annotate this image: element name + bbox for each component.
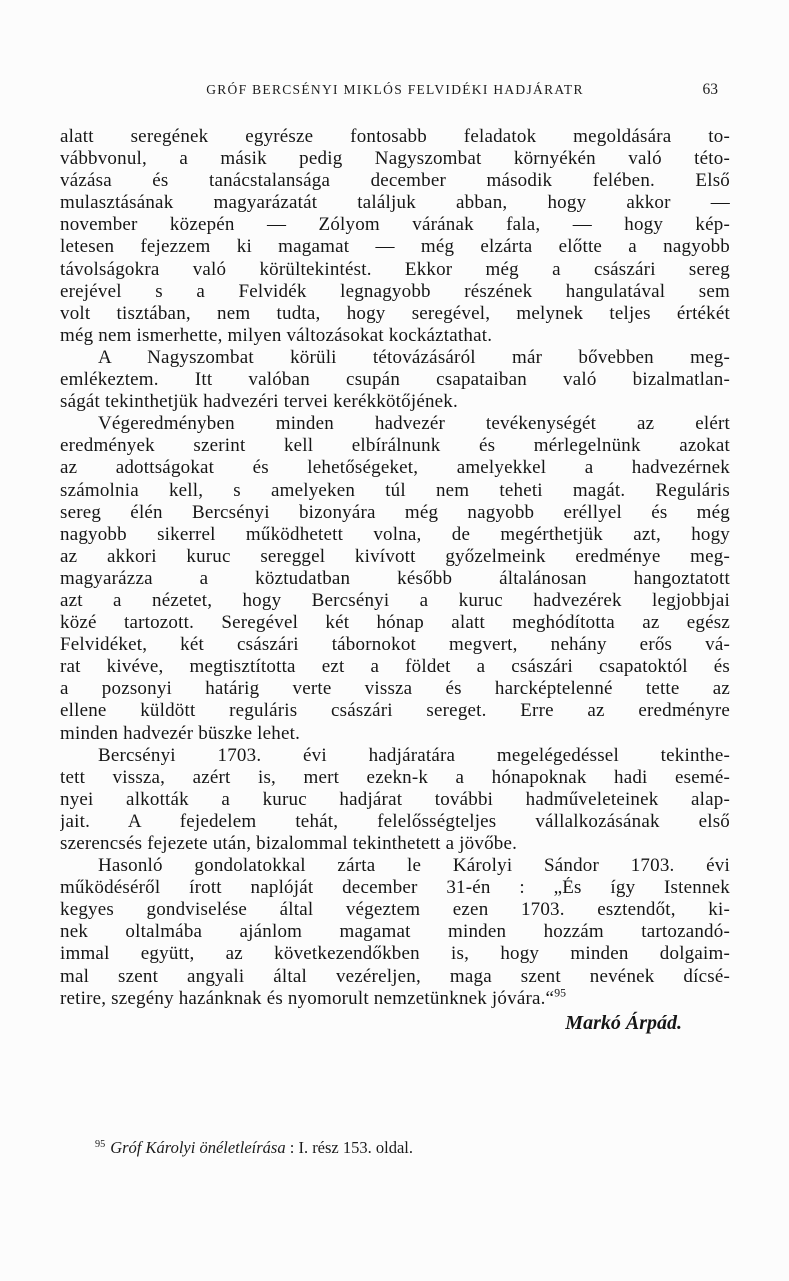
text-line: működéséről írott naplóját december 31-én : „És így Istennek xyxy=(60,877,730,899)
text-line: szerencsés fejezete után, bizalommal tekinthetett a jövőbe. xyxy=(60,833,518,854)
text-line: minden hadvezér büszke lehet. xyxy=(60,722,301,744)
text-line: november közepén — Zólyom várának fala, — hogy kép- xyxy=(60,214,730,236)
text-line: eredmények szerint kell elbírálnunk és mérlegelnünk azokat xyxy=(60,435,730,457)
text-line: retire, szegény hazánknak és nyomorult nemzetünknek jóvára.“$^{95}$ xyxy=(60,987,566,1009)
text-line: Felvidéket, két császári tábornokot megvert, nehány erős vá- xyxy=(60,634,730,656)
text-line: közé tartozott. Seregével két hónap alatt meghódította az egész xyxy=(60,612,730,634)
text-line: jait. A fejedelem tehát, felelősségteljes vállalkozásának első xyxy=(60,810,730,832)
text-line: Bercsényi 1703. évi hadjáratára megelégedéssel tekinthe- xyxy=(98,744,730,766)
text-line: ságát tekinthetjük hadvezéri tervei kerékkötőjének. xyxy=(60,391,458,413)
text-line: ellene küldött reguláris császári sereget. Erre az eredményre xyxy=(60,700,730,722)
text-line: volt tisztában, nem tudta, hogy seregével, melynek teljes értékét xyxy=(60,302,730,324)
text-line: emlékeztem. Itt valóban csupán csapataiban való bizalmatlan- xyxy=(60,369,730,391)
paragraph xyxy=(60,413,730,744)
text-line: magyarázza a köztudatban később általánosan hangoztatott xyxy=(60,567,730,589)
footnote-marker: 95 xyxy=(95,1138,106,1150)
paragraph xyxy=(60,347,730,413)
running-header xyxy=(60,82,730,102)
text-line: távolságokra való körültekintést. Ekkor még a császári sereg xyxy=(60,258,730,280)
text-line: alatt seregének egyrésze fontosabb feladatok megoldására to- xyxy=(60,126,730,147)
text-line: immal együtt, az következendőkben is, hogy minden dolgaim- xyxy=(60,943,730,965)
text-line: a pozsonyi határig verte vissza és harcképtelenné tette az xyxy=(60,678,730,700)
text-line: A Nagyszombat körüli tétovázásáról már bővebben meg- xyxy=(98,346,730,368)
footnote-reference-text: : I. rész 153. oldal. xyxy=(285,1138,413,1157)
footnote-ref: 95 xyxy=(554,987,566,1000)
text-block xyxy=(60,126,730,1010)
text-line: erejével s a Felvidék legnagyobb részének hangulatával sem xyxy=(60,280,730,302)
text-line: az akkori kuruc sereggel kivívott győzelmeink eredménye meg- xyxy=(60,545,730,567)
text-line: kegyes gondviselése által végeztem ezen 1703. esztendőt, ki- xyxy=(60,899,730,921)
text-line: nek oltalmába ajánlom magamat minden hozzám tartozandó- xyxy=(60,921,730,943)
footnote-source-title: Gróf Károlyi önéletleírása xyxy=(110,1138,286,1157)
author-signature: Markó Árpád. xyxy=(565,1012,682,1034)
text-line: számolnia kell, s amelyeken túl nem teheti magát. Reguláris xyxy=(60,479,730,501)
text-line: nagyobb sikerrel működhetett volna, de megérthetjük azt, hogy xyxy=(60,523,730,545)
text-line: az adottságokat és lehetőségeket, amelyekkel a hadvezérnek xyxy=(60,457,730,479)
footnote xyxy=(95,1138,695,1158)
text-line: tett vissza, azért is, mert ezekn-k a hónapoknak hadi esemé- xyxy=(60,766,730,788)
text-line: mal szent angyali által vezéreljen, maga szent nevének dícsé- xyxy=(60,965,730,987)
text-line: nyei alkották a kuruc hadjárat további hadműveleteinek alap- xyxy=(60,788,730,810)
text-line: Végeredményben minden hadvezér tevékenységét az elért xyxy=(98,413,730,435)
text-line: rat kivéve, megtisztította ezt a földet a császári csapatoktól és xyxy=(60,656,730,678)
paragraph xyxy=(60,745,730,855)
header-title: GRÓF BERCSÉNYI MIKLÓS FELVIDÉKI HADJÁRATR xyxy=(206,82,584,97)
paragraph xyxy=(60,855,730,1010)
paragraph xyxy=(60,126,730,347)
text-line: azt a nézetet, hogy Bercsényi a kuruc hadvezérek legjobbjai xyxy=(60,589,730,611)
text-line: vábbvonul, a másik pedig Nagyszombat környékén való této- xyxy=(60,148,730,170)
text-line: letesen fejezzem ki magamat — még elzárta előtte a nagyobb xyxy=(60,236,730,258)
text-line: sereg élén Bercsényi bizonyára még nagyobb eréllyel és még xyxy=(60,501,730,523)
page-number: 63 xyxy=(702,81,718,98)
text-line: mulasztásának magyarázatát találjuk abban, hogy akkor — xyxy=(60,192,730,214)
text-line: Hasonló gondolatokkal zárta le Károlyi Sándor 1703. évi xyxy=(98,855,730,877)
text-line: még nem ismerhette, milyen változásokat kockáztathat. xyxy=(60,324,493,346)
text-line: vázása és tanácstalansága december második felében. Első xyxy=(60,170,730,192)
